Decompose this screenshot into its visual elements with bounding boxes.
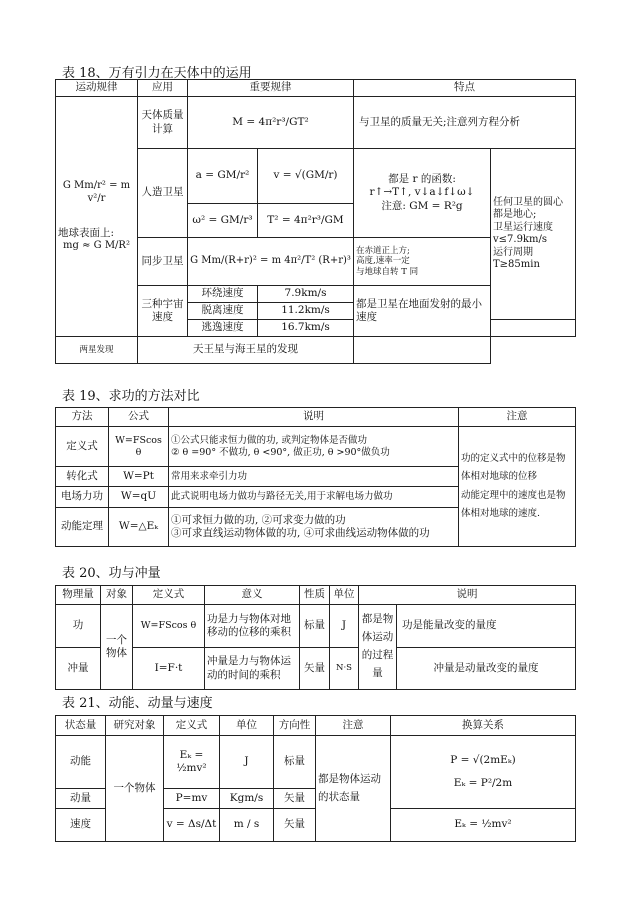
velocity-dir: 矢量 xyxy=(274,809,316,842)
planet-text: 天王星与海王星的发现 xyxy=(138,337,354,364)
side-note-end xyxy=(354,337,491,364)
table19-caption: 表 19、求功的方法对比 xyxy=(62,389,200,404)
mass-note: 与卫星的质量无关;注意列方程分析 xyxy=(354,97,576,149)
work-note-3: 动能定理中的速度也是物 xyxy=(461,489,566,501)
table18 xyxy=(55,79,576,364)
table18-caption: 表 18、万有引力在天体中的运用 xyxy=(62,66,252,81)
side-note-5: 运行周期 xyxy=(493,246,533,258)
header-meaning: 意义 xyxy=(205,586,300,605)
object21: 一个物体 xyxy=(106,736,164,842)
mass-calc-label: 天体质量计算 xyxy=(138,97,188,149)
impulse-unit: N·S xyxy=(330,648,359,690)
geo-sat-label: 同步卫星 xyxy=(138,238,188,286)
impulse-nature: 矢量 xyxy=(300,648,330,690)
method-electric: 电场力功 xyxy=(56,487,109,508)
sat-note xyxy=(354,149,491,238)
table21-caption: 表 21、动能、动量与速度 xyxy=(62,696,213,711)
work-formula: W=FScos θ xyxy=(133,605,205,648)
conversion-cell xyxy=(391,736,576,809)
sat-v-formula: v = √(GM/r) xyxy=(258,149,354,204)
momentum-dir: 矢量 xyxy=(274,789,316,809)
momentum-name: 动量 xyxy=(56,789,106,809)
impulse-desc: 冲量是动量改变的量度 xyxy=(397,648,576,690)
desc-kinetic-1: ①可求恒力做的功, ②可求变力做的功 xyxy=(171,513,346,526)
surface-formula: mg ≈ G M/R² xyxy=(63,240,130,252)
header-object: 对象 xyxy=(101,586,133,605)
header-unit: 单位 xyxy=(330,586,359,605)
header-nature: 性质 xyxy=(300,586,330,605)
velocity-formula: v = Δs/Δt xyxy=(164,809,220,842)
header-important-law: 重要规律 xyxy=(188,80,354,97)
header-definition: 定义式 xyxy=(133,586,205,605)
mass-formula: M = 4π²r³/GT² xyxy=(188,97,354,149)
geo-note-2: 高度,速率一定 xyxy=(356,256,410,267)
cosmic-name-2: 脱离速度 xyxy=(188,303,258,320)
gravity-law-cell xyxy=(56,97,138,337)
geo-note-3: 与地球自转 T 同 xyxy=(356,266,419,277)
cosmic-label: 三种宇宙速度 xyxy=(138,286,188,337)
side-note-1: 任何卫星的圆心 xyxy=(493,196,563,208)
side-note-6: T≥85min xyxy=(493,259,540,270)
side-note xyxy=(491,149,576,320)
header-direction: 方向性 xyxy=(274,716,316,736)
side-note-2: 都是地心; xyxy=(493,209,537,220)
work-note-1: 功的定义式中的位移是物 xyxy=(461,453,566,465)
header-explanation: 说明 xyxy=(359,586,576,605)
object-cell: 一个物体 xyxy=(101,605,133,690)
header-motion-law: 运动规律 xyxy=(56,80,138,97)
sat-a-formula: a = GM/r² xyxy=(188,149,258,204)
surface-label: 地球表面上: xyxy=(58,227,115,240)
cosmic-value-1: 7.9km/s xyxy=(258,286,354,303)
method-kinetic: 动能定理 xyxy=(56,508,109,547)
header-unit21: 单位 xyxy=(220,716,274,736)
header-def: 定义式 xyxy=(164,716,220,736)
shared-note: 都是物体运动的过程量 xyxy=(359,605,397,690)
desc-kinetic-2: ③可求直线运动物体做的功, ④可求曲线运动物体做的功 xyxy=(171,527,430,539)
sat-note-line1: 都是 r 的函数: xyxy=(388,173,456,186)
desc-definition xyxy=(169,427,459,467)
work-note-2: 体相对地球的位移 xyxy=(461,471,538,483)
cosmic-name-3: 逃逸速度 xyxy=(188,320,258,337)
conversion-2: Eₖ = P²/2m xyxy=(453,777,513,789)
desc-electric: 此式说明电场力做功与路径无关,用于求解电场力做功 xyxy=(169,487,459,508)
desc-conversion: 常用来求牵引力功 xyxy=(169,467,459,487)
header-state: 状态量 xyxy=(56,716,106,736)
cosmic-value-3: 16.7km/s xyxy=(258,320,354,337)
impulse-formula: I=F·t xyxy=(133,648,205,690)
formula-conversion: W=Pt xyxy=(109,467,169,487)
conversion-3: Eₖ = ½mv² xyxy=(391,809,576,842)
header-quantity: 物理量 xyxy=(56,586,101,605)
header-feature: 特点 xyxy=(354,80,576,97)
header-desc: 说明 xyxy=(169,408,459,427)
work-unit: J xyxy=(330,605,359,648)
header-application: 应用 xyxy=(138,80,188,97)
header-formula: 公式 xyxy=(109,408,169,427)
header-note: 注意 xyxy=(459,408,576,427)
geo-note-1: 在赤道正上方; xyxy=(356,245,410,256)
state-note: 都是物体运动的状态量 xyxy=(316,736,391,842)
work-note-4: 体相对地球的速度. xyxy=(461,507,541,519)
desc-definition-1: ①公式只能求恒力做的功, 或判定物体是否做功 xyxy=(171,434,368,446)
method-definition: 定义式 xyxy=(56,427,109,467)
satellite-label: 人造卫星 xyxy=(138,149,188,238)
formula-electric: W=qU xyxy=(109,487,169,508)
header-method: 方法 xyxy=(56,408,109,427)
impulse-name: 冲量 xyxy=(56,648,101,690)
work-desc: 功是能量改变的量度 xyxy=(397,605,576,648)
formula-definition: W=FScos θ xyxy=(109,427,169,467)
momentum-formula: P=mv xyxy=(164,789,220,809)
work-note xyxy=(459,427,576,547)
conversion-1: P = √(2mEₖ) xyxy=(450,753,516,766)
header-attention: 注意 xyxy=(316,716,391,736)
work-meaning: 功是力与物体对地移动的位移的乘积 xyxy=(205,605,300,648)
kinetic-formula: Eₖ = ½mv² xyxy=(164,736,220,789)
sat-T-formula: T² = 4π²r³/GM xyxy=(258,204,354,238)
side-note-3: 卫星运行速度 xyxy=(493,221,553,233)
side-note-4: v≤7.9km/s xyxy=(493,234,547,245)
velocity-unit: m / s xyxy=(220,809,274,842)
geo-formula: G Mm/(R+r)² = m 4π²/T² (R+r)³ xyxy=(188,238,354,286)
impulse-meaning: 冲量是力与物体运动的时间的乘积 xyxy=(205,648,300,690)
gravity-law-formula: G Mm/r² = m v²/r xyxy=(62,180,131,204)
table20 xyxy=(55,585,576,690)
header-research-object: 研究对象 xyxy=(106,716,164,736)
sat-note-line2: r↑→T↑, v↓a↓f↓ω↓ xyxy=(369,186,475,199)
table21 xyxy=(55,715,576,842)
header-conversion: 换算关系 xyxy=(391,716,576,736)
kinetic-name: 动能 xyxy=(56,736,106,789)
desc-definition-2: ② θ =90° 不做功, θ <90°, 做正功, θ >90°做负功 xyxy=(171,446,390,458)
kinetic-unit: J xyxy=(220,736,274,789)
kinetic-dir: 标量 xyxy=(274,736,316,789)
desc-kinetic xyxy=(169,508,459,547)
formula-kinetic: W=△Eₖ xyxy=(109,508,169,547)
method-conversion: 转化式 xyxy=(56,467,109,487)
sat-note-line3: 注意: GM = R²g xyxy=(381,199,463,212)
work-nature: 标量 xyxy=(300,605,330,648)
momentum-unit: Kgm/s xyxy=(220,789,274,809)
cosmic-value-2: 11.2km/s xyxy=(258,303,354,320)
work-name: 功 xyxy=(56,605,101,648)
cosmic-name-1: 环绕速度 xyxy=(188,286,258,303)
sat-w-formula: ω² = GM/r³ xyxy=(188,204,258,238)
table20-caption: 表 20、功与冲量 xyxy=(62,566,161,581)
side-note-spacer xyxy=(491,320,576,337)
velocity-name: 速度 xyxy=(56,809,106,842)
table19 xyxy=(55,407,576,547)
planet-label: 两星发现 xyxy=(56,337,138,364)
geo-note xyxy=(354,238,491,286)
cosmic-note: 都是卫星在地面发射的最小速度 xyxy=(354,286,491,337)
